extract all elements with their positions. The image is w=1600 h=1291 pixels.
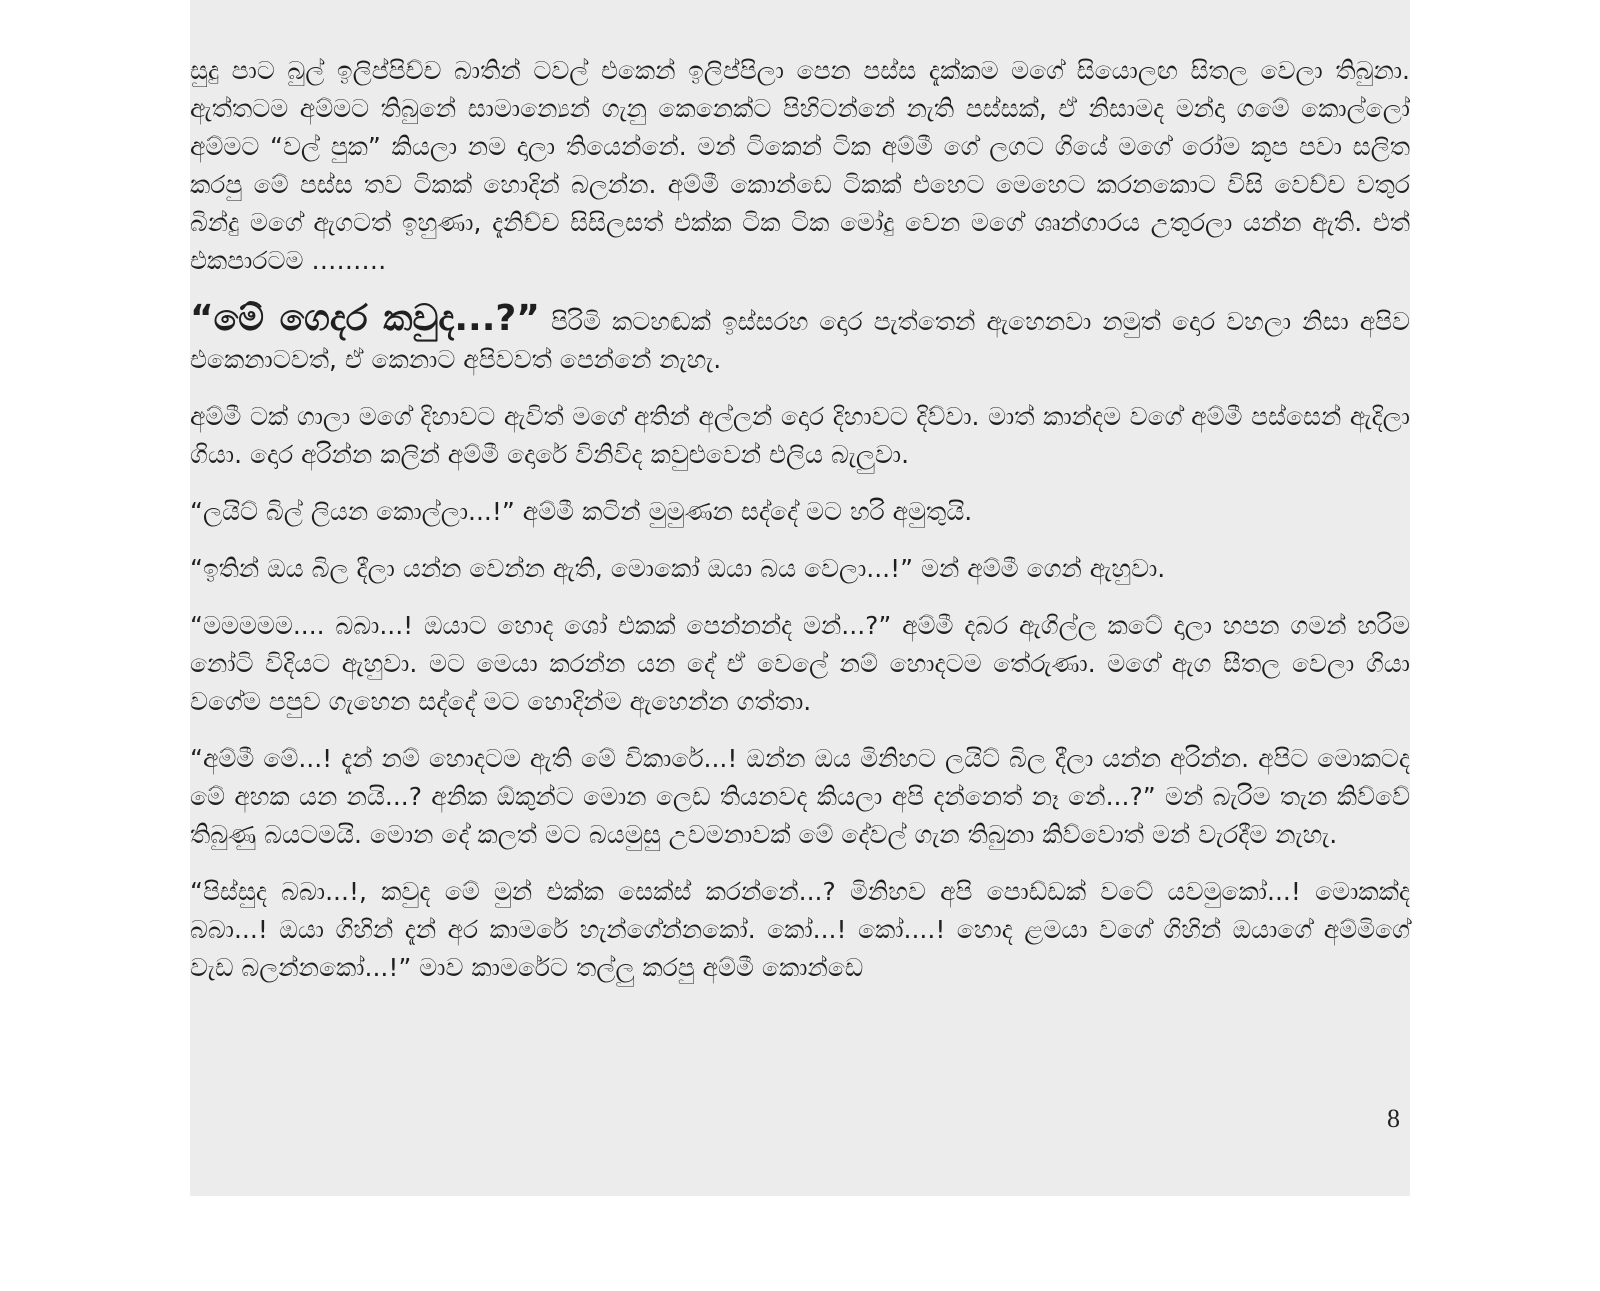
- paragraph-6: “මමමමම.... බබා...! ඔයාට හොද ශෝ එකක් පෙන්නන්ද මන්...?” අම්මී දබර ඇගිල්ල කටේ දාලා හපන ගමන් හරිම නෝටි විදියට ඇහුවා. මට මෙයා කරන්න යන දේ ඒ වෙලේ නම් හොදටම තේරුණා. මගේ ඇග සීතල වෙලා ගියා වගේම පපුව ගැහෙන සද්දේ මට හොදින්ම ඇහෙන්න ගත්තා.: [190, 611, 1410, 716]
- paragraph-2-text: පිරිමි කටහඬක් ඉස්සරහ දොර පැත්තෙන් ඇහෙනවා නමුත් දොර වහලා නිසා අපිව එකෙනාටවත්, ඒ කෙනාට අපිවවත් පෙන්නේ නැහැ.: [190, 307, 1410, 374]
- paragraph-2: [190, 300, 1410, 379]
- page-number: 8: [1387, 1104, 1400, 1133]
- quote-heading: “මේ ගෙදර කවුද...?”: [190, 298, 540, 339]
- paragraph-3: අම්මී ටක් ගාලා මගේ දිහාවට ඇවිත් මගේ අතින් අල්ලන් දොර දිහාවට දිව්වා. මාත් කාන්දම වගේ අම්මී පස්සෙන් ඇදිලා ගියා. දොර අරින්න කලින් අම්මී දොරේ විනිවිද කවුළුවෙන් එලිය බැලුවා.: [190, 402, 1410, 469]
- body-text: [190, 52, 1410, 1006]
- paragraph-7: “අම්මී මේ...! දැන් නම් හොදටම ඇති මේ විකාරේ...! ඔන්න ඔය මිනිහට ලයිට් බිල දීලා යන්න අරින්න. අපිට මොකටද මේ අහක යන නයි...? අනික ඕකුන්ට මොන ලෙඩ තියනවද කියලා අපි දන්නෙත් නෑ නේ...?” මන් බැරිම තැන කිව්වේ තිබුණු බයටමයි. මොන දේ කලත් මට බයමුසු උවමනාවක් මේ දේවල් ගැන තිබුනා කිව්වොත් මන් වැරදීම නැහැ.: [190, 744, 1410, 849]
- document-page: [190, 0, 1410, 1196]
- paragraph-1: සුදු පාට බුල් ඉලිප්පිච්ච බාතින් ටවල් එකෙන් ඉලිප්පිලා පෙන පස්ස දැක්කම මගේ සියොලඟ සිතල වෙලා තිබුනා. ඇත්තටම අම්මට තිබුනේ සාමාන්‍යෙන් ගැනු කෙනෙක්ට පිහිටන්නේ නැති පස්සක්, ඒ නිසාමද මන්දා ගමේ කොල්ලෝ අම්මට “වල් පුක” කියලා නම දාලා තියෙන්නේ. මන් ටිකෙන් ටික අම්මී ගේ ලගට ගියේ මගේ රෝම කූප පවා සලිත කරපු මේ පස්ස තව ටිකක් හොදින් බලන්න. අම්මී කොන්ඩෙ ටිකක් එහෙට මෙහෙට කරනකොට විසි වෙච්ච වතුර බින්දු මගේ ඇගටත් ඉහුණා, දැනිච්ච සිසිලසත් එක්ක ටික ටික මෝදු වෙන මගේ ශෘන්ගාරය උතුරලා යන්න ඇති. එත් එකපාරටම ………: [190, 56, 1410, 275]
- paragraph-5: “ඉතින් ඔය බිල දීලා යන්න වෙන්න ඇති, මොකෝ ඔයා බය වෙලා...!” මන් අම්මී ගෙන් ඇහුවා.: [190, 554, 1166, 583]
- paragraph-4: “ලයිට් බිල් ලියන කොල්ලා...!” අම්මී කටින් මුමුණන සද්දේ මට හරි අමුතුයි.: [190, 497, 973, 526]
- paragraph-8: “පිස්සුද බබා...!, කවුද මේ මුන් එක්ක සෙක්ස් කරන්නේ...? මිනිහව අපි පොඩ්ඩක් වටේ යවමුකෝ...! මොකක්ද බබා...! ඔයා ගිහින් දැන් අර කාමරේ හැන්ගේන්නකෝ. කෝ...! කෝ....! හොද ළමයා වගේ ගිහින් ඔයාගේ අම්මිගේ වැඩ බලන්නකෝ...!” මාව කාමරේට තල්ලු කරපු අම්මී කොන්ඩෙ: [190, 877, 1410, 982]
